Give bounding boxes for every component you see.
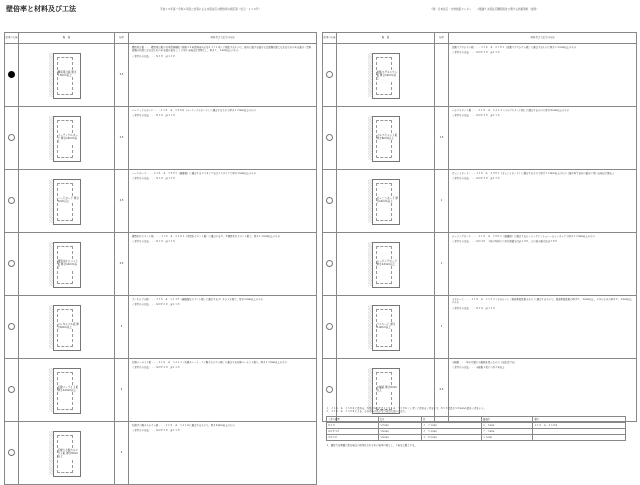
sketch-label: フレキシブル板 厚さ6mm以上 (57, 323, 79, 330)
ratio-cell: 1 (435, 170, 449, 233)
table-row (5, 422, 317, 485)
desc-cell (129, 296, 317, 359)
nail-table-cell: ３８ｍｍ (378, 434, 421, 440)
table-row (5, 170, 317, 233)
desc-cell (449, 233, 637, 296)
sketch-label: ラスシート 厚さ0.4mm以上 (377, 323, 399, 329)
wall-sketch-icon (49, 114, 85, 162)
sketch-cell (19, 296, 115, 359)
material-desc: シージングボード・・・ＪＩＳ Ａ ５９０５（繊維板）に適合するシージングインシュレーションボードで厚さ１２ｍｍ以上のもの (452, 235, 595, 238)
nail-method: くぎ打ちの方法・・・Ｎ５０ ＠１５０ (132, 177, 176, 181)
note-2: ２．ＪＩＳ Ａ ５５０８による、それぞれの長さ及び径は次表のとおり。 (326, 410, 408, 414)
sketch-label: 硬質木片セメント板 厚さ12mm以上 (57, 260, 79, 270)
desc-cell (449, 296, 637, 359)
sketch-label: 構造用合板 厚さ7.5mm以上 (58, 71, 80, 77)
nail-table-cell: ２．７５ｍｍ (422, 422, 482, 428)
use-radio[interactable] (8, 134, 15, 141)
ratio-cell: 1 (435, 296, 449, 359)
wall-sketch-icon (368, 303, 404, 351)
notes-section (326, 407, 636, 447)
table-row (5, 233, 317, 296)
use-radio[interactable] (8, 386, 15, 393)
desc-cell (129, 422, 317, 485)
material-desc: フレキシブル板・・・ＪＩＳ Ａ ５４３０（繊維強化セメント板）に適合するフレキシブル板で、厚さ６ｍｍ以上のもの (132, 298, 264, 301)
table-row (323, 296, 637, 359)
sketch-cell (337, 233, 435, 296)
sketch-cell (19, 422, 115, 485)
table-row (5, 296, 317, 359)
use-cell (323, 296, 337, 359)
header-ratio: 倍率 (435, 33, 449, 44)
desc-cell (449, 44, 637, 107)
use-cell (5, 359, 19, 422)
wall-sketch-icon (49, 366, 85, 414)
nail-method: くぎ打ちの方法・・・ＧＮＦ４０ ＠１５０ (452, 51, 500, 55)
wall-sketch-icon (49, 240, 85, 288)
ratio-cell: 0.5 (435, 359, 449, 422)
sketch-label: 小幅板 厚さ9mm以上 (376, 386, 397, 393)
material-desc: 構造用合板・・・構造用合板の日本農林規格（昭和４４年農林省告示第１３７１号）に規定するもので、屋外に面する部分又は湿潤状態となるおそれのある部分（常時湿潤の状態となるおそれのある部分を除く。）に用いる場合は特類とし、厚さ７．５ｍｍ以上のもの (132, 46, 312, 53)
nail-method: くぎ打ちの方法・・・ＧＮＦ４０ ＠１５０ (132, 429, 180, 433)
sketch-cell (337, 170, 435, 233)
desc-cell (449, 170, 637, 233)
nail-method: くぎ打ちの方法・・・ＧＮＦ４０ ＠１５０ (132, 303, 180, 307)
header-sketch: 略 図 (337, 33, 435, 44)
ratio-cell: 2 (115, 296, 129, 359)
sketch-label: せっこうボード 厚さ12mm以上 (376, 197, 399, 204)
material-desc: 石綿けい酸カルシウム板・・・ＪＩＳ Ａ ５４１８に適合するもので、厚さ８ｍｍ以上のもの (132, 424, 235, 427)
nail-table-cell: Ｎ５０ (327, 422, 379, 428)
sketch-cell (19, 107, 115, 170)
use-cell (5, 422, 19, 485)
left-table-body (5, 44, 317, 485)
table-row (323, 107, 637, 170)
use-radio[interactable] (326, 134, 333, 141)
desc-cell (129, 170, 317, 233)
material-desc: せっこうボード・・・ＪＩＳ Ａ ６９０１（せっこうボード）に適合するもので厚さ１２ｍｍ以上のもの（屋外壁等以外の部分に用いる場合に限る。） (452, 172, 616, 175)
header-use: 使用の有無 (5, 33, 19, 44)
sketch-cell (19, 359, 115, 422)
ratio-cell: 1.5 (435, 107, 449, 170)
nail-method: くぎ打ちの方法・・・Ｎ５０ ＠１５０ (132, 240, 176, 244)
header-sketch: 略 図 (19, 33, 115, 44)
desc-cell (129, 44, 317, 107)
nail-table-header-cell: 長さ (378, 416, 421, 422)
nail-table-cell: ５０ｍｍ (378, 422, 421, 428)
ratio-cell: 1 (435, 233, 449, 296)
nail-table-row (327, 434, 626, 440)
nail-table-cell: ＪＩＳ Ａ ５５０８ (533, 422, 626, 428)
material-desc: パーティクルボード・・・ＪＩＳ Ａ ５９０８（パーティクルボード）に適合するもので厚さ１２ｍｍ以上のもの (132, 109, 256, 112)
sketch-cell (337, 44, 435, 107)
nail-table-cell: ２．３４ｍｍ (422, 428, 482, 434)
use-radio[interactable] (8, 71, 15, 78)
left-table (4, 32, 317, 485)
use-radio[interactable] (8, 260, 15, 267)
wall-sketch-icon (49, 51, 85, 99)
nail-method: くぎ打ちの方法・・・ＧＮＦ４０ ＠１５０ (452, 114, 500, 118)
table-row (5, 44, 317, 107)
sketch-label: 石綿パーライト板 厚さ12mm以上 (57, 386, 79, 393)
wall-sketch-icon (368, 114, 404, 162)
nail-table (326, 416, 626, 441)
material-desc: 石綿パーライト板・・・ＪＩＳ Ａ ５４１３（石綿スレート・ケイ酸カルシウム板）に適合する石綿パーライト板で、厚さ１２ｍｍ以上のもの (132, 361, 287, 364)
nail-table-cell: １１ｍｍ (481, 434, 533, 440)
nail-table-header-cell: 頭部径 (481, 416, 533, 422)
sketch-cell (337, 107, 435, 170)
material-desc: 炭酸マグネシウム板・・・ＪＩＳ Ａ ６７０１（炭酸マグネシウム板）に適合するもので厚さ１２ｍｍ以上のもの (452, 46, 577, 49)
nail-table-cell: ＧＮＦ４０ (327, 428, 379, 434)
table-row (5, 107, 317, 170)
use-radio[interactable] (326, 71, 333, 78)
material-desc: 小幅板・・・壁の片面に小幅板を張ったもの（貫を設ける） (452, 361, 517, 364)
note-1: １．ＪＩＳ Ａ ５５０８に定める、Ｎ及びＧＮＦはＪＩＳ Ａ ５５０８（くぎ）に定めるくぎを示す。Ｎ５０は長さ５０ｍｍの鉄丸くぎをいう。 (326, 407, 486, 410)
right-table (322, 32, 637, 422)
sketch-cell (337, 296, 435, 359)
use-cell (323, 107, 337, 170)
use-cell (5, 107, 19, 170)
use-cell (5, 44, 19, 107)
nail-method: くぎ打ちの方法・・・Ｎ５０ ＠１５０ (132, 54, 176, 58)
material-desc: パルプセメント板・・・ＪＩＳ Ａ ５４１４（パルプセメント板）に適合するもので厚さ８ｍｍ以上のもの (452, 109, 570, 112)
use-cell (5, 296, 19, 359)
nail-method: くぎ打ちの方法・・・ＧＮＦ４０ ＠１５０ (452, 177, 500, 181)
desc-cell (129, 233, 317, 296)
nail-method: くぎ打ちの方法・・・Ｎ５０ ＠１５０ (132, 114, 176, 118)
ratio-cell: 2.5 (115, 170, 129, 233)
header-content: 材料及び工法等の内容 (449, 33, 637, 44)
ratio-cell: 2.5 (115, 233, 129, 296)
use-cell (5, 233, 19, 296)
wall-sketch-icon (49, 429, 85, 477)
nail-table-header-cell: 径 (422, 416, 482, 422)
use-cell (323, 233, 337, 296)
desc-cell (449, 107, 637, 170)
sketch-cell (19, 44, 115, 107)
ratio-cell: 2 (115, 422, 129, 485)
wall-sketch-icon (49, 177, 85, 225)
nail-table-cell: ３８ｍｍ (378, 428, 421, 434)
subnote-right: （財）日本住宅・木材技術センター ２階建て木造住宅構造設計に関する技術資料（抜粋） (430, 8, 539, 11)
sketch-label: パルプセメント板 厚さ8mm以上 (376, 134, 398, 141)
use-radio[interactable] (8, 197, 15, 204)
nail-table-header-cell: 備考 (533, 416, 626, 422)
use-cell (323, 44, 337, 107)
nail-table-cell: ６．６ｍｍ (481, 422, 533, 428)
note-3: ３．面材等を両面に張る場合の倍率はそれぞれの倍率の和とし、５倍を上限とする。 (326, 443, 417, 447)
right-table-body (323, 44, 637, 422)
desc-cell (129, 359, 317, 422)
table-row (5, 359, 317, 422)
sketch-cell (19, 170, 115, 233)
use-radio[interactable] (326, 197, 333, 204)
ratio-cell: 2.5 (115, 107, 129, 170)
use-radio[interactable] (326, 386, 333, 393)
material-desc: ハードボード・・・ＪＩＳ Ａ ５９０７（繊維板）に適合する３５タイプ又は４５タイプで厚さ５ｍｍ以上のもの (132, 172, 257, 175)
sketch-label: 石綿ケイ酸カルシウム板 厚さ8mm以上 (57, 449, 79, 459)
use-radio[interactable] (326, 260, 333, 267)
subnote-left: 平成１８年度〜令和４年度公告等による木造住宅の壁倍率の規定等（告示・１１０号） (160, 8, 262, 11)
nail-table-header-cell: くぎの種類 (327, 416, 379, 422)
nail-table-cell: ＳＮ４０ (327, 434, 379, 440)
right-header-row (323, 33, 637, 44)
nail-method: くぎ打ちの方法・・・小幅板１枚につき２本以上 (452, 366, 505, 370)
ratio-cell: 2 (115, 359, 129, 422)
material-desc: ラスシート・・・ＪＩＳ Ａ ５５２４（ラスシート（角波亜鉛鉄板ラス））に適合するもので、角波亜鉛鉄板の厚さ０．４ｍｍ以上、メタルラスの厚さ０．６ｍｍ以上のもの (452, 298, 633, 305)
nail-table-cell: ３．０５ｍｍ (422, 434, 482, 440)
use-radio[interactable] (326, 323, 333, 330)
nail-table-cell (533, 434, 626, 440)
nail-table-cell: ７．５ｍｍ (481, 428, 533, 434)
sketch-label: パーティクルボード 厚さ12mm以上 (57, 134, 78, 144)
nail-method: くぎ打ちの方法・・・Ｎ３８ ＠１５０ (452, 306, 496, 310)
sketch-label: 炭酸マグネシウム板 厚さ12mm以上 (376, 71, 398, 81)
wall-sketch-icon (368, 177, 404, 225)
header-content: 材料及び工法等の内容 (129, 33, 317, 44)
sketch-label: ハードボード 厚さ5mm以上 (57, 197, 80, 204)
wall-sketch-icon (368, 240, 404, 288)
page-title: 壁倍率と材料及び工法 (6, 5, 76, 13)
use-radio[interactable] (8, 323, 15, 330)
use-cell (5, 170, 19, 233)
table-row (323, 44, 637, 107)
ratio-cell (435, 44, 449, 107)
material-desc: 硬質木片セメント板・・・ＪＩＳ Ａ ５４０４（木質系セメント板）に適合する０．９硬質木片セメント板で、厚さ１２ｍｍ以上のもの (132, 235, 281, 238)
sketch-label: シージングボード 厚さ12mm以上 (376, 260, 398, 267)
nail-method: くぎ打ちの方法・・・ＧＮＦ４０ ＠１５０ (132, 366, 180, 370)
nail-table-body (327, 422, 626, 440)
nail-method: くぎ打ちの方法・・・ＳＮ４０ １枚の壁材につき外周部分は＠１００、その他の部分は＠２００ (452, 240, 558, 244)
wall-sketch-icon (49, 303, 85, 351)
desc-cell (129, 107, 317, 170)
table-row (323, 233, 637, 296)
use-radio[interactable] (8, 449, 15, 456)
wall-sketch-icon (368, 51, 404, 99)
ratio-cell: 2.5 (115, 44, 129, 107)
header-use: 使用の有無 (323, 33, 337, 44)
use-cell (323, 170, 337, 233)
header-ratio: 倍率 (115, 33, 129, 44)
left-header-row (5, 33, 317, 44)
table-row (323, 170, 637, 233)
sketch-cell (19, 233, 115, 296)
